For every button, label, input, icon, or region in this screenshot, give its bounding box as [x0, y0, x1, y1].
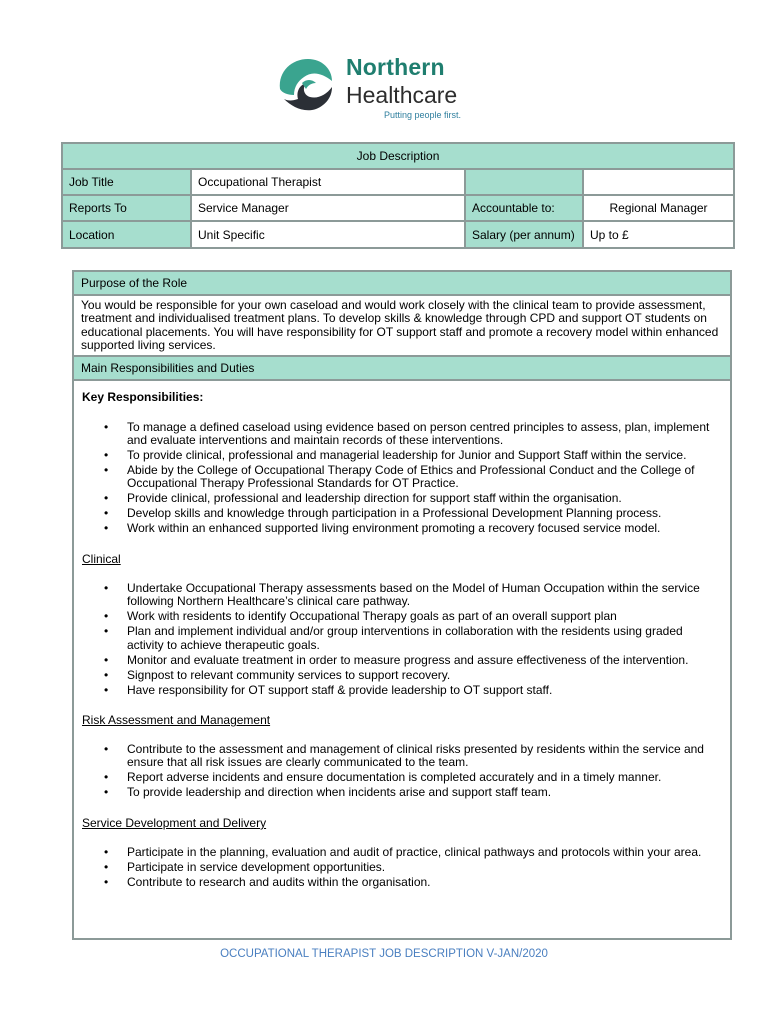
list-item: • Contribute to research and audits within the organisation. — [82, 876, 722, 889]
accountable-to-value: Regional Manager — [583, 195, 734, 221]
list-item: • To provide leadership and direction when incidents arise and support staff team. — [82, 786, 722, 799]
empty-value-cell — [583, 169, 734, 195]
purpose-text: You would be responsible for your own caseload and would work closely with the clinical team to provide assessment, treatment and individualised treatment plans. To develop skills & knowledge through CPD and support OT students on educational placements. You will have responsibility for OT support staff and promote a recovery model within enhanced supported living services. — [74, 296, 730, 357]
list-item: • Provide clinical, professional and leadership direction for support staff within the organisation. — [82, 492, 722, 505]
document-footer: OCCUPATIONAL THERAPIST JOB DESCRIPTION V-JAN/2020 — [220, 948, 548, 960]
list-item: • Participate in service development opportunities. — [82, 861, 722, 874]
hands-logo-icon — [272, 53, 338, 119]
salary-label: Salary (per annum) — [465, 221, 583, 248]
list-item: • Signpost to relevant community services to support recovery. — [82, 669, 722, 682]
salary-value: Up to £ — [583, 221, 734, 248]
northern-healthcare-logo — [262, 48, 472, 128]
accountable-to-label: Accountable to: — [465, 195, 583, 221]
list-item: • Undertake Occupational Therapy assessments based on the Model of Human Occupation within the service following Northern Healthcare’s clinical care pathway. — [82, 582, 722, 609]
duties-heading: Main Responsibilities and Duties — [74, 357, 730, 381]
reports-to-label: Reports To — [62, 195, 191, 221]
list-item: • Work within an enhanced supported living environment promoting a recovery focused service model. — [82, 522, 722, 535]
list-item: • Plan and implement individual and/or group interventions in collaboration with the residents using graded activity to achieve therapeutic goals. — [82, 625, 722, 652]
service-development-heading: Service Development and Delivery — [82, 815, 267, 830]
job-details-table — [61, 142, 735, 249]
purpose-heading: Purpose of the Role — [74, 272, 730, 296]
list-item: • To manage a defined caseload using evidence based on person centred principles to assess, plan, implement and evaluate interventions and maintain records of these interventions. — [82, 421, 722, 448]
location-label: Location — [62, 221, 191, 248]
key-responsibilities-list — [82, 421, 722, 536]
list-item: • Work with residents to identify Occupational Therapy goals as part of an overall support plan — [82, 610, 722, 623]
job-title-label: Job Title — [62, 169, 191, 195]
brand-tagline: Putting people first. — [384, 110, 462, 120]
key-responsibilities-heading: Key Responsibilities: — [82, 389, 204, 404]
list-item: • To provide clinical, professional and managerial leadership for Junior and Support Staff within the service. — [82, 449, 722, 462]
list-item: • Monitor and evaluate treatment in order to measure progress and assure effectiveness of the intervention. — [82, 654, 722, 667]
list-item: • Have responsibility for OT support staff & provide leadership to OT support staff. — [82, 684, 722, 697]
job-description-title: Job Description — [62, 143, 734, 169]
list-item: • Report adverse incidents and ensure documentation is completed accurately and in a timely manner. — [82, 771, 722, 784]
clinical-heading: Clinical — [82, 551, 121, 566]
risk-list — [82, 743, 722, 800]
list-item: • Contribute to the assessment and management of clinical risks presented by residents within the service and ensure that all risk issues are clearly communicated to the team. — [82, 743, 722, 770]
empty-label-cell — [465, 169, 583, 195]
risk-heading: Risk Assessment and Management — [82, 713, 271, 728]
list-item: • Abide by the College of Occupational Therapy Code of Ethics and Professional Conduct and the College of Occupational Therapy Professional Standards for OT Practice. — [82, 464, 722, 491]
list-item: • Participate in the planning, evaluation and audit of practice, clinical pathways and protocols within your area. — [82, 846, 722, 859]
location-value: Unit Specific — [191, 221, 465, 248]
service-development-list — [82, 846, 722, 889]
duties-content — [74, 390, 730, 890]
list-item: • Develop skills and knowledge through participation in a Professional Development Planning process. — [82, 507, 722, 520]
role-details-box — [72, 270, 732, 940]
job-title-value: Occupational Therapist — [191, 169, 465, 195]
brand-name-line1: Northern — [346, 54, 445, 80]
brand-name-line2: Healthcare — [346, 82, 458, 108]
clinical-list — [82, 582, 722, 697]
reports-to-value: Service Manager — [191, 195, 465, 221]
